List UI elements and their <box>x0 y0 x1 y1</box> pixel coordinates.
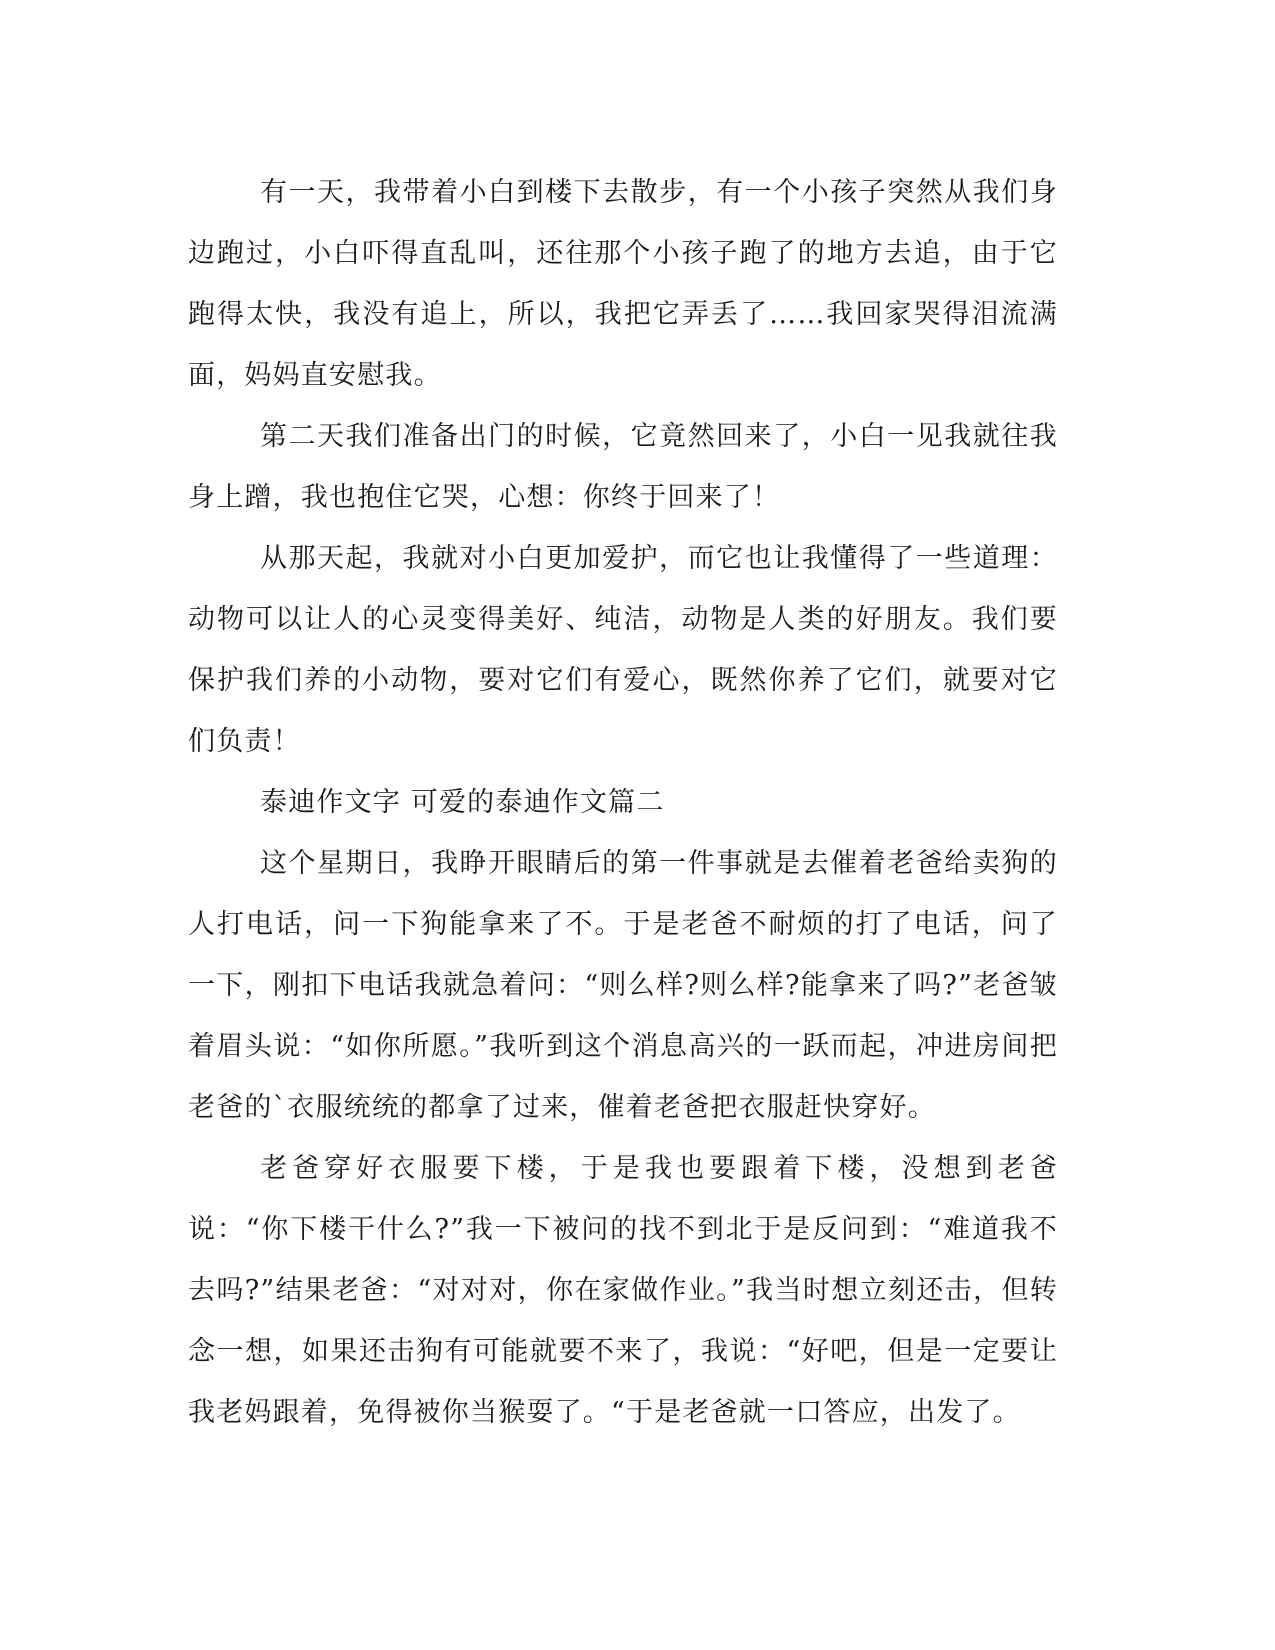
document-body <box>188 162 1058 1443</box>
paragraph-lost-dog: 有一天，我带着小白到楼下去散步，有一个小孩子突然从我们身边跑过，小白吓得直乱叫，还往那个小孩子跑了的地方去追，由于它跑得太快，我没有追上，所以，我把它弄丢了……我回家哭得泪流满面，妈妈直安慰我。 <box>188 177 1058 391</box>
paragraph-lesson: 从那天起，我就对小白更加爱护，而它也让我懂得了一些道理：动物可以让人的心灵变得美好、纯洁，动物是人类的好朋友。我们要保护我们养的小动物，要对它们有爱心，既然你养了它们，就要对它们负责！ <box>188 543 1058 757</box>
section-heading: 泰迪作文字 可爱的泰迪作文篇二 <box>260 787 665 818</box>
paragraph-going-downstairs: 老爸穿好衣服要下楼，于是我也要跟着下楼，没想到老爸说：“你下楼干什么?”我一下被问的找不到北于是反问到：“难道我不去吗?”结果老爸：“对对对，你在家做作业。”我当时想立刻还击，但转念一想，如果还击狗有可能就要不来了，我说：“好吧，但是一定要让我老妈跟着，免得被你当猴耍了。“于是老爸就一口答应，出发了。 <box>188 1153 1058 1428</box>
paragraph-sunday: 这个星期日，我睁开眼睛后的第一件事就是去催着老爸给卖狗的人打电话，问一下狗能拿来了不。于是老爸不耐烦的打了电话，问了一下，刚扣下电话我就急着问：“则么样?则么样?能拿来了吗?”老爸皱着眉头说：“如你所愿。”我听到这个消息高兴的一跃而起，冲进房间把老爸的`衣服统统的都拿了过来，催着老爸把衣服赶快穿好。 <box>188 848 1058 1123</box>
paragraph-dog-returns: 第二天我们准备出门的时候，它竟然回来了，小白一见我就往我身上蹭，我也抱住它哭，心想：你终于回来了！ <box>188 421 1058 513</box>
